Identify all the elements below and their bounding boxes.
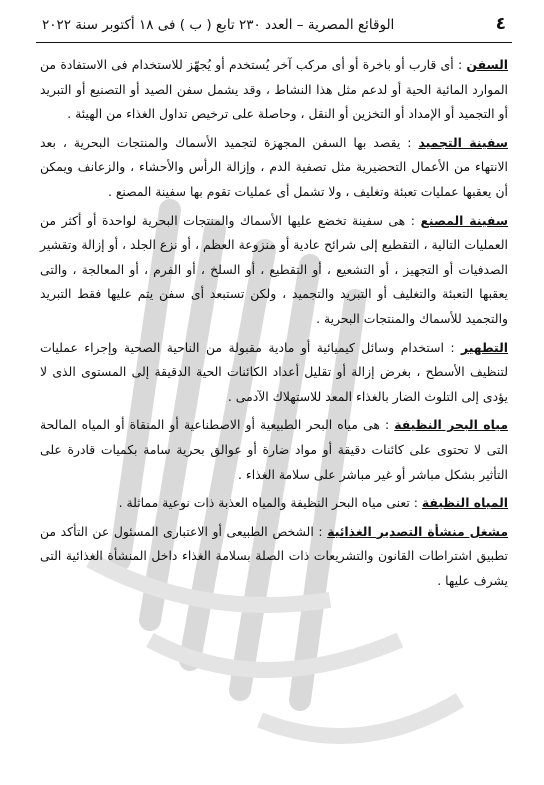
- definition-text: : استخدام وسائل كيميائية أو مادية مقبولة من الناحية الصحية وإجراء عمليات لتنظيف الأسطح ، بغرض إزالة أو تقليل أعداد الكائنات الحية الدقيقة إلى المستوى الذى لا يؤدى إلى التلوث الضار بالغذاء المعد للاستهلاك الآدمى .: [40, 339, 508, 404]
- definition-text: : يقصد بها السفن المجهزة لتجميد الأسماك والمنتجات البحرية ، بعد الانتهاء من الأعمال التحضيرية مثل تصفية الدم ، وإزالة الرأس والأحشاء ، والزعانف ويمكن أن يعقبها عمليات تعبئة وتغليف ، ولا تشمل أى عمليات تقوم بها سفينة المصنع .: [40, 134, 508, 199]
- definition-export-operator: [40, 520, 508, 594]
- definition-term: مشغل منشأة التصدير الغذائية: [327, 523, 508, 539]
- document-page: [40, 0, 508, 593]
- page-header: [36, 14, 512, 43]
- definition-clean-seawater: [40, 413, 508, 487]
- definition-term: التطهير: [461, 339, 508, 355]
- definition-disinfection: [40, 336, 508, 410]
- document-body: [40, 53, 508, 593]
- definition-text: : هى مياه البحر الطبيعية أو الاصطناعية أو المنقاة أو المياه المالحة التى لا تحتوى على كائنات دقيقة أو مواد ضارة أو عوالق بحرية سامة بكميات قادرة على التأثير بشكل مباشر أو غير مباشر على سلامة الغذاء .: [40, 417, 508, 482]
- definition-term: السفن: [466, 57, 508, 72]
- definition-term: مياه البحر النظيفة: [394, 417, 508, 433]
- definition-factory-vessel: [40, 209, 508, 332]
- definition-term: المياه النظيفة: [421, 495, 508, 511]
- gazette-title: الوقائع المصرية – العدد ٢٣٠ تابع ( ب ) فى ١٨ أكتوبر سنة ٢٠٢٢: [42, 17, 395, 33]
- definition-text: : تعنى مياه البحر النظيفة والمياه العذبة ذات نوعية مماثلة .: [118, 495, 418, 511]
- page-number: ٤: [495, 14, 506, 34]
- definition-term: سفينة التجميد: [418, 134, 508, 150]
- definition-text: : هى سفينة تخضع عليها الأسماك والمنتجات البحرية لواحدة أو أكثر من العمليات التالية ، التقطيع إلى شرائح عادية أو منزوعة العظم ، أو نزع الجلد ، أو إزالة وتقشير الصدفيات أو التجهيز ، أو التشعيع ، أو التقطيع ، أو السلخ ، أو الفرم ، أو المعالجة ، والتى يعقبها التعبئة والتغليف أو التبريد والتجميد ، ولكن تستبعد أى سفن يتم عليها فقط التبريد والتجميد للأسماك والمنتجات البحرية .: [40, 212, 508, 326]
- definition-term: سفينة المصنع: [420, 212, 508, 228]
- definition-clean-water: [40, 491, 508, 516]
- definition-text: : الشخص الطبيعى أو الاعتبارى المسئول عن التأكد من تطبيق اشتراطات القانون والتشريعات ذات الصلة بسلامة الغذاء داخل المنشأة الغذائية التى يشرف عليها .: [40, 523, 508, 588]
- definition-ships: [40, 53, 508, 127]
- definition-text: : أى قارب أو باخرة أو أى مركب آخر يُستخدم أو يُجهّز للاستخدام فى الاستفادة من الموارد المائية الحية أو لدعم مثل هذا النشاط ، وقد يشمل سفن الصيد أو التصنيع أو التبريد أو التجميد أو الإمداد أو التخزين أو النقل ، وحاصلة على ترخيص تداول الغذاء من الهيئة .: [40, 57, 508, 122]
- definition-freezer-vessel: [40, 131, 508, 205]
